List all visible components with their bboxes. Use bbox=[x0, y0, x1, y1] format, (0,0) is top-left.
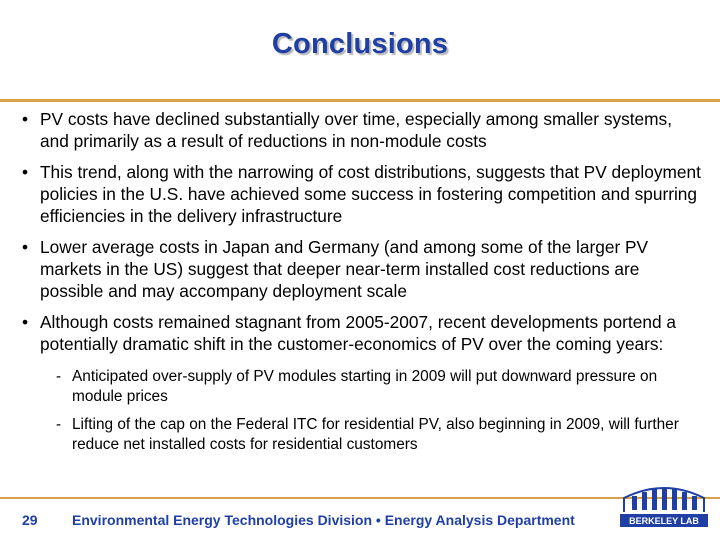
bullet-text: Lower average costs in Japan and Germany (and among some of the larger PV markets in the US) suggest that deeper near-term installed cost reductions are possible and may accompany deployment scale bbox=[40, 237, 649, 301]
sub-bullet-marker: - bbox=[56, 368, 62, 385]
footer-text: Environmental Energy Technologies Division • Energy Analysis Department bbox=[72, 512, 575, 528]
sub-bullet-text: Anticipated over-supply of PV modules starting in 2009 will put downward pressure on module prices bbox=[72, 368, 658, 405]
bullet-item bbox=[22, 161, 702, 227]
bullet-marker: • bbox=[22, 312, 29, 332]
bullet-item bbox=[22, 311, 702, 355]
sub-bullet-item bbox=[22, 415, 702, 455]
sub-bullet-item bbox=[22, 367, 702, 407]
bullet-marker: • bbox=[22, 109, 29, 129]
bullet-item bbox=[22, 108, 702, 152]
bullet-item bbox=[22, 236, 702, 302]
bullet-marker: • bbox=[22, 237, 29, 257]
sub-bullet-marker: - bbox=[56, 416, 62, 433]
bullet-text: PV costs have declined substantially over time, especially among smaller systems, and primarily as a result of reductions in non-module costs bbox=[40, 109, 672, 151]
bullet-text: Although costs remained stagnant from 2005-2007, recent developments portend a potentially dramatic shift in the customer-economics of PV over the coming years: bbox=[40, 312, 676, 354]
title-divider bbox=[0, 99, 720, 102]
bullet-text: This trend, along with the narrowing of cost distributions, suggests that PV deployment policies in the U.S. have achieved some success in fostering competition and spurring efficiencies in the delivery infrastructure bbox=[40, 162, 701, 226]
footer-divider bbox=[0, 497, 720, 499]
bullet-marker: • bbox=[22, 162, 29, 182]
page-number: 29 bbox=[22, 512, 38, 528]
berkeley-lab-logo bbox=[618, 476, 710, 532]
logo-text: BERKELEY LAB bbox=[629, 516, 699, 526]
sub-bullet-text: Lifting of the cap on the Federal ITC for residential PV, also beginning in 2009, will further reduce net installed costs for residential customers bbox=[72, 416, 679, 453]
slide-content bbox=[22, 108, 702, 463]
slide-title: Conclusions bbox=[271, 28, 449, 60]
